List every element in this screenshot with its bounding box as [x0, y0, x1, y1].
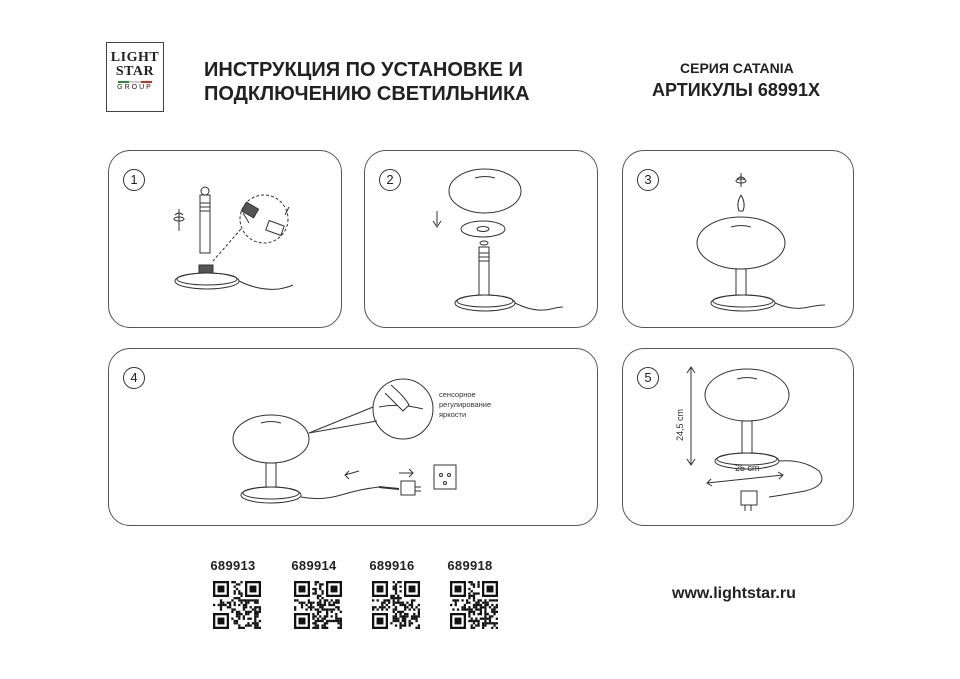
- qr-block-3: [362, 558, 422, 634]
- down-arrow-icon: [433, 211, 441, 227]
- height-dimension-arrow: [687, 367, 695, 465]
- step-5-number: 5: [637, 367, 659, 389]
- power-adapter-icon: [401, 481, 415, 495]
- logo-text-group: GROUP: [117, 84, 153, 91]
- bulb-icon: [738, 195, 744, 211]
- rotate-arrow-icon: [175, 209, 183, 231]
- touch-label-line-1: сенсорное: [439, 390, 476, 399]
- power-adapter-icon: [741, 491, 757, 505]
- width-dimension-arrow: [707, 472, 783, 486]
- step-2-illustration: [365, 151, 599, 329]
- step-5-illustration: [623, 349, 855, 527]
- width-label: 25 cm: [735, 463, 760, 473]
- qr-code-icon[interactable]: [213, 581, 261, 629]
- title-line-1: ИНСТРУКЦИЯ ПО УСТАНОВКЕ И: [204, 59, 523, 81]
- step-3-illustration: [623, 151, 855, 329]
- qr-code-icon[interactable]: [372, 581, 420, 629]
- qr-code-label: 689918: [447, 558, 493, 573]
- step-3-panel: [622, 150, 854, 328]
- website-link[interactable]: www.lightstar.ru: [672, 585, 796, 602]
- step-1-number: 1: [123, 169, 145, 191]
- logo-text-light: LIGHT: [110, 50, 160, 65]
- logo-text-star: STAR: [115, 64, 155, 79]
- rotate-arrow-icon: [737, 173, 745, 187]
- qr-block-4: [440, 558, 500, 634]
- arrow-left-icon: [345, 471, 359, 479]
- qr-block-2: [284, 558, 344, 634]
- qr-code-label: 689914: [291, 558, 337, 573]
- qr-block-1: [203, 558, 263, 634]
- step-4-illustration: [109, 349, 599, 527]
- touch-label-line-3: яркости: [439, 410, 467, 419]
- touch-label-line-2: регулирование: [439, 400, 492, 409]
- arrow-right-icon: [399, 469, 413, 477]
- step-4-panel: [108, 348, 598, 526]
- italian-flag-stripe: [118, 81, 152, 83]
- step-1-panel: [108, 150, 342, 328]
- qr-code-label: 689916: [369, 558, 415, 573]
- socket-icon: [434, 465, 456, 489]
- height-label: 24,5 cm: [675, 408, 685, 441]
- step-1-illustration: [109, 151, 343, 329]
- lightstar-logo: [106, 42, 164, 112]
- page-title: [204, 58, 544, 106]
- qr-code-label: 689913: [210, 558, 256, 573]
- step-4-number: 4: [123, 367, 145, 389]
- series-label: СЕРИЯ CATANIA: [680, 60, 794, 76]
- articles-label: АРТИКУЛЫ 68991X: [652, 80, 820, 100]
- step-2-number: 2: [379, 169, 401, 191]
- qr-code-icon[interactable]: [450, 581, 498, 629]
- lamp-shade-top: [449, 169, 521, 213]
- title-line-2: ПОДКЛЮЧЕНИЮ СВЕТИЛЬНИКА: [204, 83, 530, 105]
- step-3-number: 3: [637, 169, 659, 191]
- qr-code-icon[interactable]: [294, 581, 342, 629]
- step-5-panel: [622, 348, 854, 526]
- step-2-panel: [364, 150, 598, 328]
